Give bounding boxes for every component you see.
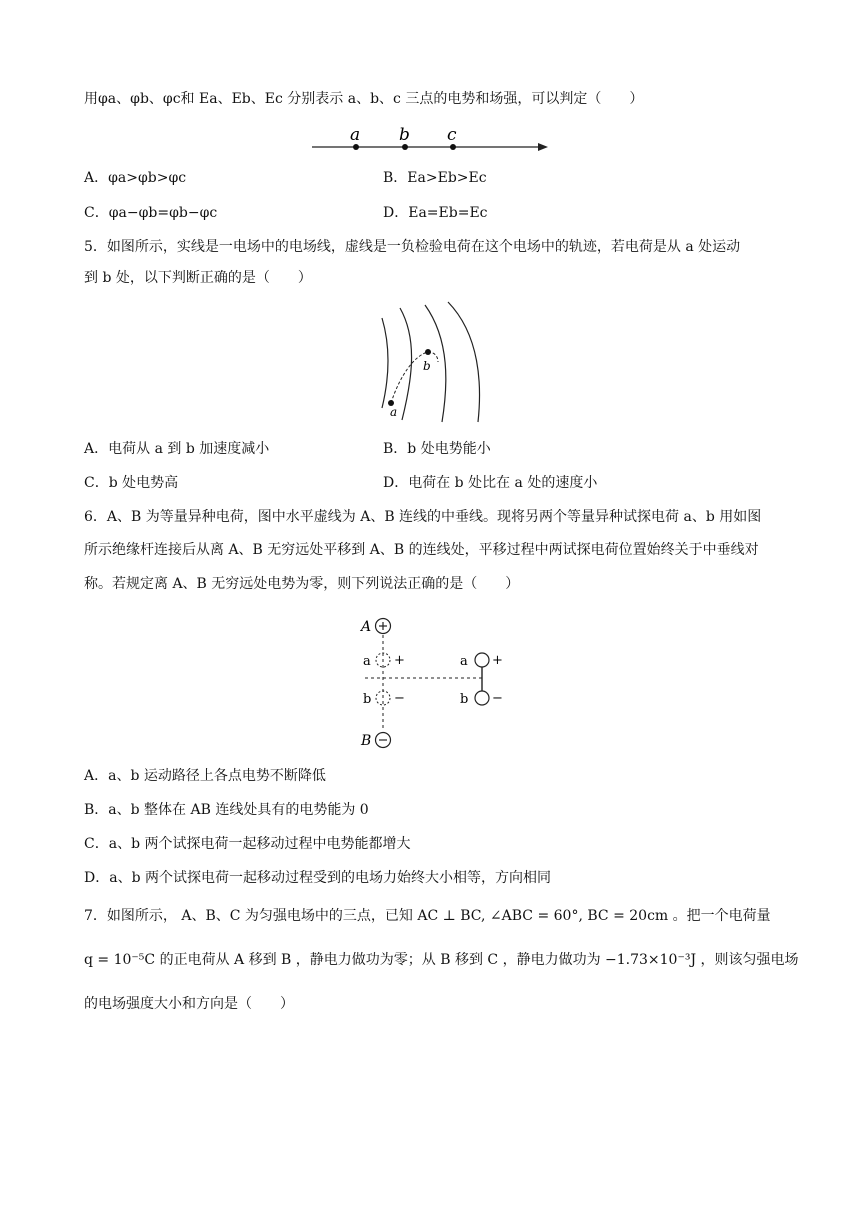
charge-b-right: [475, 691, 489, 705]
q4-option-a[interactable]: A．φa>φb>φc: [84, 170, 187, 186]
q5-option-b[interactable]: B．b 处电势能小: [383, 441, 491, 457]
q6-stem-line3: 称。若规定离 A、B 无穷远处电势为零，则下列说法正确的是（ ）: [84, 576, 520, 592]
q5-label-b: b: [423, 359, 431, 373]
q6-option-c[interactable]: C．a、b 两个试探电荷一起移动过程中电势能都增大: [84, 836, 411, 852]
q5-option-d[interactable]: D．电荷在 b 处比在 a 处的速度小: [383, 475, 598, 491]
q7-stem-line2: q = 10⁻⁵C 的正电荷从 A 移到 B ，静电力做功为零；从 B 移到 C ，静电力做功为 −1.73×10⁻³J ，则该匀强电场: [84, 952, 799, 968]
q6-stem-line2: 所示绝缘杆连接后从离 A、B 无穷远处平移到 A、B 的连线处，平移过程中两试探电荷位置始终关于中垂线对: [84, 542, 759, 558]
charge-b-dot: [425, 349, 431, 355]
point-a-label: a: [350, 125, 361, 145]
q5-option-a[interactable]: A．电荷从 a 到 b 加速度减小: [84, 441, 270, 457]
plus-right: +: [492, 653, 503, 668]
minus-left: −: [394, 691, 405, 706]
label-a-left: a: [363, 654, 371, 669]
charge-a-right: [475, 653, 489, 667]
q7-stem-line1: 7．如图所示， A、B、C 为匀强电场中的三点，已知 AC ⊥ BC, ∠ABC = 60°, BC = 20cm 。把一个电荷量: [84, 908, 771, 924]
q4-number-line-figure: [310, 125, 555, 157]
label-A: A: [361, 619, 372, 635]
q5-label-a: a: [390, 405, 398, 419]
plus-left: +: [394, 653, 405, 668]
q4-option-b[interactable]: B．Ea>Eb>Ec: [383, 170, 487, 186]
q4-stem: 用φa、φb、φc和 Ea、Eb、Ec 分别表示 a、b、c 三点的电势和场强，可以判定（ ）: [84, 91, 644, 107]
q6-option-a[interactable]: A．a、b 运动路径上各点电势不断降低: [84, 768, 326, 784]
q6-option-d[interactable]: D．a、b 两个试探电荷一起移动过程受到的电场力始终大小相等，方向相同: [84, 870, 551, 886]
q7-stem-line3: 的电场强度大小和方向是（ ）: [84, 996, 294, 1012]
minus-right: −: [492, 691, 503, 706]
label-B: B: [361, 733, 372, 749]
label-b-right: b: [460, 692, 469, 707]
q6-charges-figure: [355, 612, 515, 752]
q5-option-c[interactable]: C．b 处电势高: [84, 475, 179, 491]
point-b-label: b: [399, 125, 410, 145]
q5-stem-line2: 到 b 处，以下判断正确的是（ ）: [84, 270, 312, 286]
q4-option-d[interactable]: D．Ea=Eb=Ec: [383, 205, 488, 221]
q4-option-c[interactable]: C．φa−φb=φb−φc: [84, 205, 218, 221]
q6-option-b[interactable]: B．a、b 整体在 AB 连线处具有的电势能为 0: [84, 802, 369, 818]
label-a-right: a: [460, 654, 468, 669]
q5-field-lines-figure: [370, 300, 490, 425]
q6-stem-line1: 6．A、B 为等量异种电荷，图中水平虚线为 A、B 连线的中垂线。现将另两个等量异种试探电荷 a、b 用如图: [84, 509, 762, 525]
label-b-left: b: [363, 692, 372, 707]
q5-stem-line1: 5．如图所示，实线是一电场中的电场线，虚线是一负检验电荷在这个电场中的轨迹，若电荷是从 a 处运动: [84, 239, 741, 255]
point-c-label: c: [447, 125, 457, 145]
